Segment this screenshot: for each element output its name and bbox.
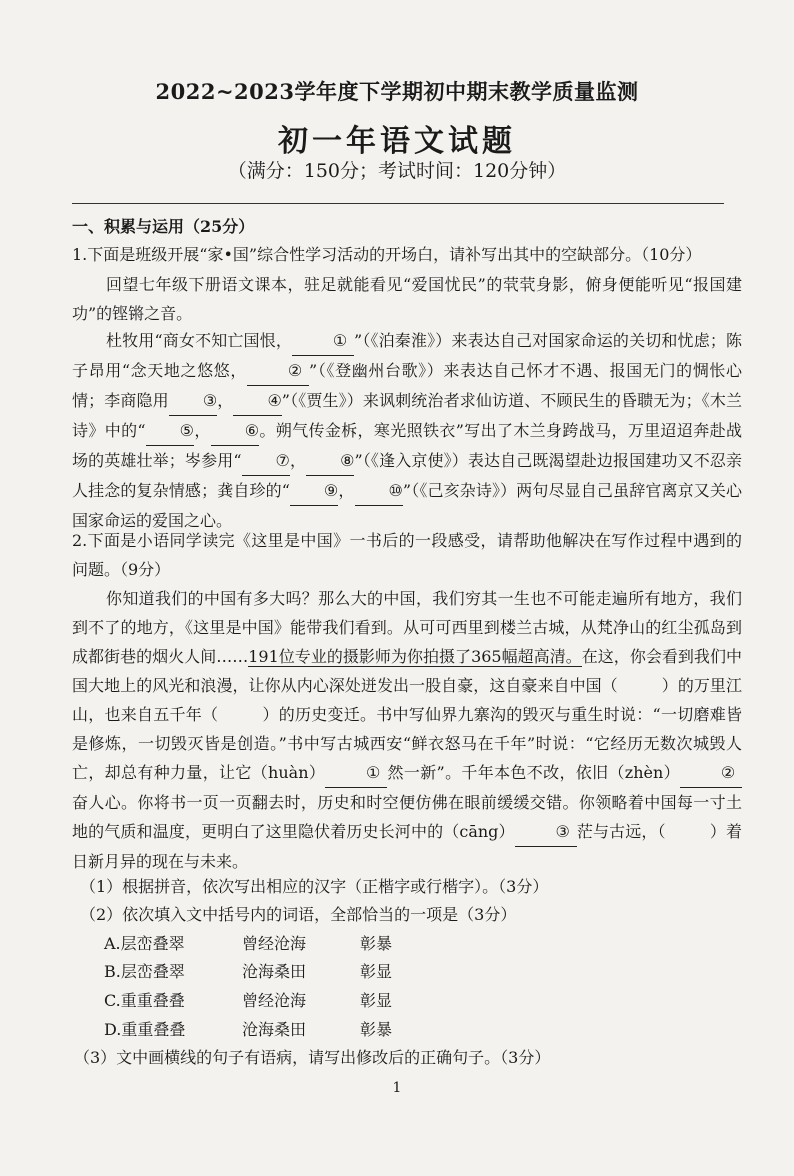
q2-blank-1[interactable]: ① [325, 758, 387, 788]
question-2-sub-2: （2）依次填入文中括号内的词语，全部恰当的一项是（3分） [80, 905, 517, 924]
option-a[interactable] [104, 930, 392, 958]
passage-text: ）的万里江山，也来自五千年（ [72, 676, 742, 724]
q1-text: ， [193, 421, 211, 440]
exam-score-time-note: （满分：150分；考试时间：120分钟） [227, 160, 567, 182]
option-word-3: 彰显 [360, 962, 393, 981]
option-word-2: 曾经沧海 [242, 934, 307, 953]
q1-blank-10[interactable]: ⑩ [355, 476, 403, 506]
passage-text: 奋人心。你将书一页一页翻去时，历史和时空便仿佛在眼前缓缓交错。你领略着中国每一寸土地的气质和温度，更明白了这里隐伏着历史长河中的（cāng） [72, 793, 742, 841]
q1-blank-9[interactable]: ⑨ [290, 476, 338, 506]
q1-text: ， [338, 481, 355, 500]
option-word-2: 沧海桑田 [242, 1020, 307, 1039]
exam-header-title: 2022~2023学年度下学期初中期末教学质量监测 [155, 79, 639, 104]
option-word-3: 彰显 [360, 991, 393, 1010]
option-label: D.重重叠叠 [104, 1020, 186, 1039]
section-title: 一、积累与运用（25分） [72, 217, 255, 236]
q1-blank-7[interactable]: ⑦ [242, 446, 290, 476]
question-1-intro: 回望七年级下册语文课本，驻足就能看见“爱国忧民”的茕茕身影，俯身便能听见“报国建功”的铿锵之音。 [72, 275, 742, 323]
q1-blank-4[interactable]: ④ [233, 386, 281, 416]
q1-text: ”（《登幽州台歌》）来表达自己怀才不遇、报国无门的惆怅心情；李商隐用 [72, 361, 742, 410]
q1-blank-8[interactable]: ⑧ [306, 446, 354, 476]
question-2-sub-3: （3）文中画横线的句子有语病，请写出修改后的正确句子。（3分） [74, 1048, 551, 1067]
passage-text: 你知道我们的中国有多大吗？那么大的中国，我们穷其一生也不可能走遍所有地方，我们到不了的地方，《这里是中国》能带我们看到。从可可西里到楼兰古城，从梵净山的红尘孤岛到成都街巷的烟火人间…… [72, 589, 742, 666]
passage-text: 在这，你会看到我们中国大地上的风光和浪漫，让你从内心深处迸发出一股自豪，这自豪来自中国（ [72, 647, 742, 695]
passage-text: 然一新”。千年本色不改，依旧（zhèn） [387, 763, 680, 782]
exam-subject-title: 初一年语文试题 [278, 124, 516, 159]
q2-blank-2[interactable]: ② [680, 758, 742, 788]
q1-text: 杜牧用“商女不知亡国恨， [106, 331, 293, 350]
q1-blank-5[interactable]: ⑤ [146, 416, 194, 446]
question-2-sub-1: （1）根据拼音，依次写出相应的汉字（正楷字或行楷字）。（3分） [80, 877, 549, 896]
q1-text: ”（《贾生》）来讽刺统治者求仙访道、不顾民生的昏聩无为；《木兰诗》中的“ [72, 391, 742, 440]
option-word-3: 彰暴 [360, 934, 393, 953]
passage-text: ）的历史变迁。书中写仙界九寨沟的毁灭与重生时说：“一切磨难皆是修炼，一切毁灭皆是创造。”书中写古城西安“鲜衣怒马在千年”时说：“它经历无数次城毁人亡，却总有种力量，让它（huàn） [72, 705, 742, 782]
option-d[interactable] [104, 1016, 392, 1044]
q1-blank-3[interactable]: ③ [169, 386, 217, 416]
option-c[interactable] [104, 987, 392, 1015]
q2-blank-3[interactable]: ③ [515, 817, 577, 847]
option-b[interactable] [104, 958, 392, 986]
passage-text: 茫与古远，（ [576, 822, 666, 841]
option-word-3: 彰暴 [360, 1020, 393, 1039]
q1-blank-1[interactable]: ① [292, 326, 354, 356]
q1-text: ， [289, 451, 307, 470]
option-word-2: 沧海桑田 [242, 962, 307, 981]
option-word-2: 曾经沧海 [242, 991, 307, 1010]
q1-blank-2[interactable]: ② [247, 356, 309, 386]
q1-blank-6[interactable]: ⑥ [211, 416, 259, 446]
page-number: 1 [392, 1080, 402, 1096]
question-1-body [72, 326, 742, 535]
passage-text: ）着日新月异的现在与未来。 [72, 822, 742, 871]
q1-text: ”（《己亥杂诗》）两句尽显自己虽辞官离京又关心国家命运的爱国之心。 [72, 481, 742, 530]
q1-text: ”（《泊秦淮》）来表达自己对国家命运的关切和忧虑；陈子昂用“念天地之悠悠， [72, 331, 742, 380]
question-2-passage [72, 584, 742, 876]
question-1-prompt: 1.下面是班级开展“家•国”综合性学习活动的开场白，请补写出其中的空缺部分。（10分） [72, 245, 702, 264]
option-label: A.层峦叠翠 [104, 934, 185, 953]
option-label: B.层峦叠翠 [104, 962, 185, 981]
q1-text: ， [217, 391, 234, 410]
q1-text: 。朔气传金柝，寒光照铁衣”写出了木兰身跨战马，万里迢迢奔赴战场的英雄壮举；岑参用“ [72, 421, 742, 470]
header-divider [72, 203, 724, 204]
option-label: C.重重叠叠 [104, 991, 185, 1010]
q1-text: ”（《逢入京使》）表达自己既渴望赴边报国建功又不忍亲人挂念的复杂情感；龚自珍的“ [72, 451, 742, 500]
question-2-prompt: 2.下面是小语同学读完《这里是中国》一书后的一段感受，请帮助他解决在写作过程中遇到的问题。（9分） [72, 531, 742, 579]
underlined-sentence: 191位专业的摄影师为你拍摄了365幅超高清。 [248, 647, 582, 666]
